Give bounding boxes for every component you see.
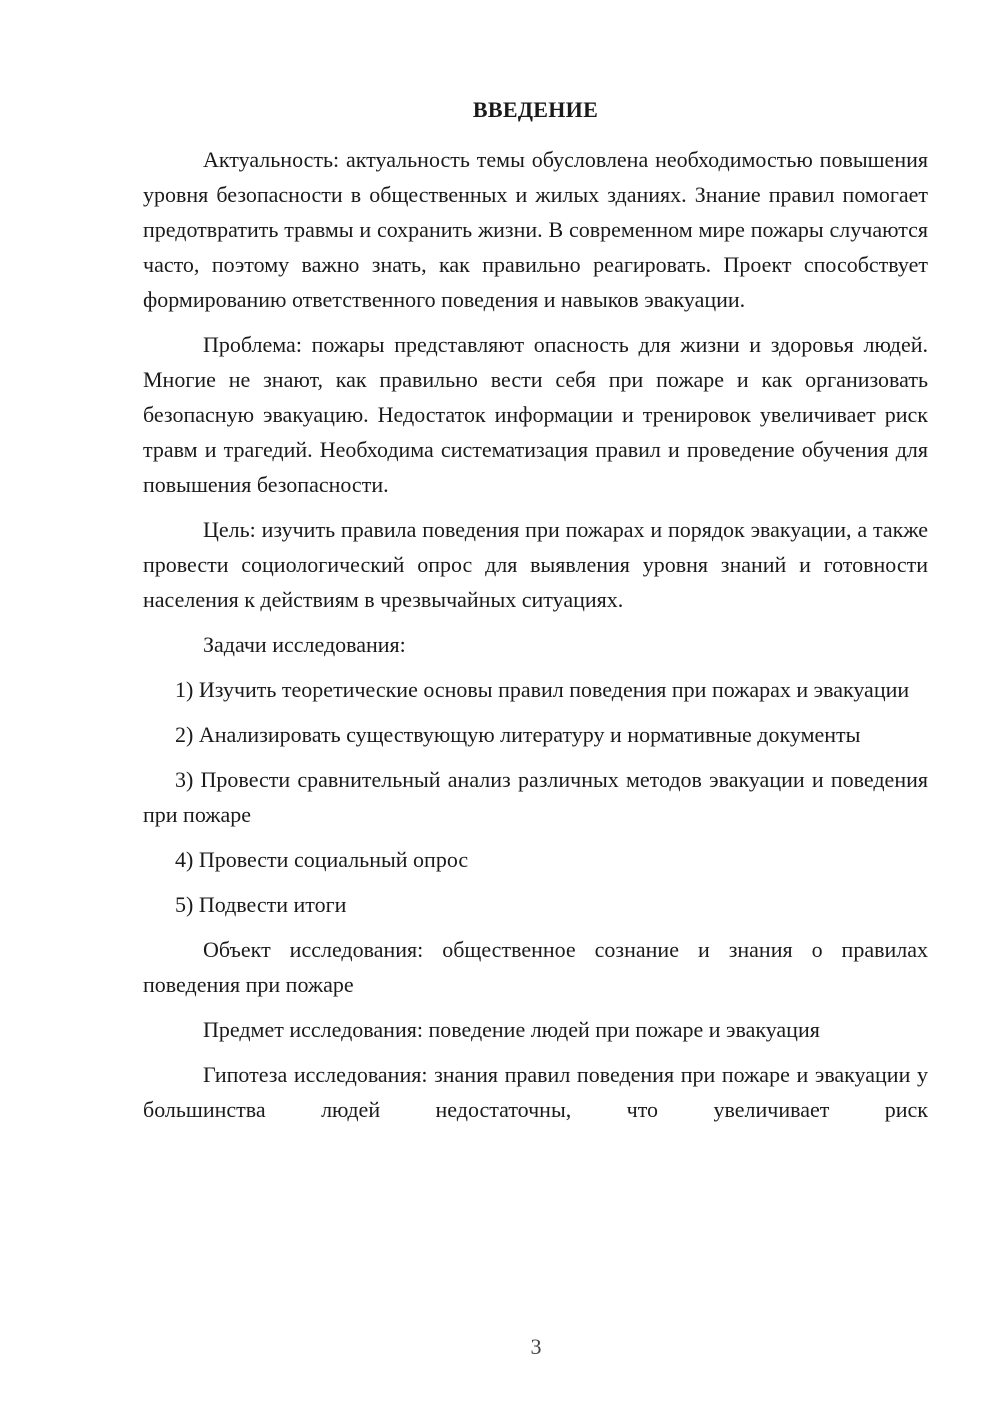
paragraph-goal: Цель: изучить правила поведения при пожарах и порядок эвакуации, а также провести социологический опрос для выявления уровня знаний и готовности населения к действиям в чрезвычайных ситуациях. (143, 517, 928, 612)
task-item: 3) Провести сравнительный анализ различных методов эвакуации и поведения при пожаре (143, 767, 928, 827)
task-item: 4) Провести социальный опрос (175, 847, 469, 872)
paragraph-relevance: Актуальность: актуальность темы обусловлена необходимостью повышения уровня безопасности в общественных и жилых зданиях. Знание правил помогает предотвратить травмы и сохранить жизни. В современном мире пожары случаются часто, поэтому важно знать, как правильно реагировать. Проект способствует формированию ответственного поведения и навыков эвакуации. (143, 147, 928, 312)
page-number: 3 (530, 1334, 542, 1359)
paragraph-hypothesis: Гипотеза исследования: знания правил поведения при пожаре и эвакуации у большинства людей недостаточны, что увеличивает риск (143, 1062, 928, 1122)
task-item: 1) Изучить теоретические основы правил поведения при пожарах и эвакуации (175, 677, 910, 702)
task-item: 5) Подвести итоги (175, 892, 347, 917)
task-item: 2) Анализировать существующую литературу и нормативные документы (175, 722, 861, 747)
paragraph-object: Объект исследования: общественное сознание и знания о правилах поведения при пожаре (143, 937, 928, 997)
document-title: ВВЕДЕНИЕ (472, 97, 599, 122)
document-page (143, 92, 928, 1137)
paragraph-problem: Проблема: пожары представляют опасность для жизни и здоровья людей. Многие не знают, как правильно вести себя при пожаре и как организовать безопасную эвакуацию. Недостаток информации и тренировок увеличивает риск травм и трагедий. Необходима систематизация правил и проведение обучения для повышения безопасности. (143, 332, 928, 497)
tasks-heading: Задачи исследования: (203, 632, 406, 657)
paragraph-subject: Предмет исследования: поведение людей при пожаре и эвакуация (203, 1017, 820, 1042)
